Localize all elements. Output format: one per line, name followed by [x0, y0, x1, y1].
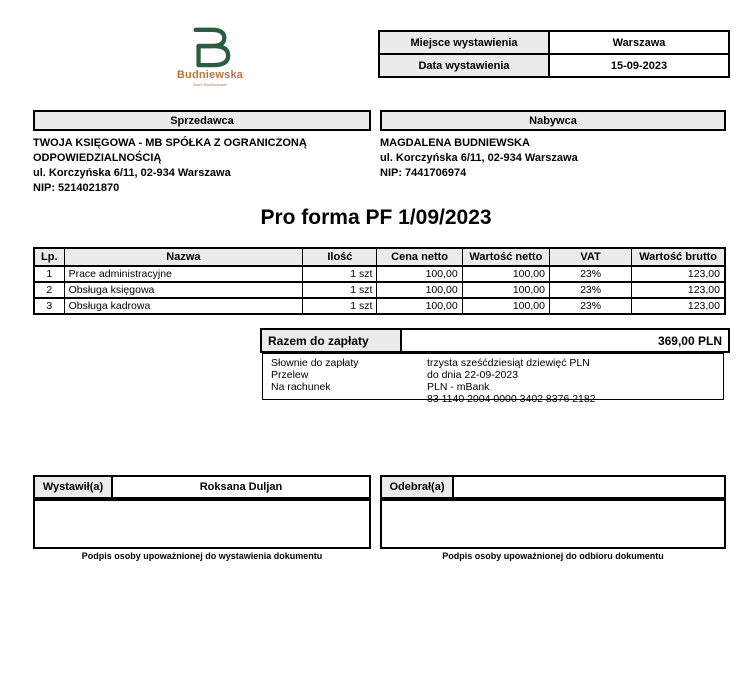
- received-by-signature-area: [380, 499, 726, 549]
- item-name: Obsługa księgowa: [64, 282, 303, 298]
- issue-date-value: 15-09-2023: [550, 55, 728, 76]
- table-row: [34, 266, 725, 282]
- table-row: [34, 298, 725, 314]
- issue-place-value: Warszawa: [550, 32, 728, 53]
- col-nazwa: Nazwa: [64, 248, 303, 266]
- received-by-label: Odebrał(a): [382, 477, 454, 497]
- issue-date-row: [380, 53, 728, 76]
- col-wartosc-brutto: Wartość brutto: [632, 248, 725, 266]
- received-by-header: [380, 475, 726, 499]
- account-label: Na rachunek: [271, 381, 331, 393]
- account-number-spacer: [263, 393, 427, 405]
- company-logo: [170, 26, 250, 87]
- total-due-row: [260, 328, 730, 353]
- item-net-price: 100,00: [377, 282, 462, 298]
- issued-by-signature-area: [33, 499, 371, 549]
- item-vat: 23%: [549, 282, 631, 298]
- item-qty: 1 szt: [303, 298, 377, 314]
- document-title: Pro forma PF 1/09/2023: [260, 206, 492, 229]
- buyer-details: [380, 136, 726, 181]
- col-vat: VAT: [549, 248, 631, 266]
- buyer-nip: NIP: 7441706974: [380, 167, 467, 179]
- item-vat: 23%: [549, 298, 631, 314]
- table-row: [34, 282, 725, 298]
- amount-in-words-value: trzysta sześćdziesiąt dziewięć PLN: [427, 357, 590, 369]
- buyer-header: Nabywca: [380, 110, 726, 131]
- brand-tagline: Biuro Rachunkowe: [193, 82, 227, 87]
- col-lp: Lp.: [34, 248, 64, 266]
- account-number: 83 1140 2004 0000 3402 8376 2182: [427, 393, 596, 405]
- item-lp: 3: [34, 298, 64, 314]
- item-name: Obsługa kadrowa: [64, 298, 303, 314]
- seller-name: TWOJA KSIĘGOWA - MB SPÓŁKA Z OGRANICZONĄ ODPOWIEDZIALNOŚCIĄ: [33, 137, 307, 164]
- item-gross-value: 123,00: [632, 298, 725, 314]
- account-bank: PLN - mBank: [427, 381, 490, 393]
- received-by-name: [454, 477, 724, 497]
- item-lp: 1: [34, 266, 64, 282]
- issued-by-name: Roksana Duljan: [113, 477, 369, 497]
- item-qty: 1 szt: [303, 266, 377, 282]
- buyer-address: ul. Korczyńska 6/11, 02-934 Warszawa: [380, 152, 578, 164]
- seller-nip: NIP: 5214021870: [33, 182, 120, 194]
- item-qty: 1 szt: [303, 282, 377, 298]
- items-table: [33, 247, 726, 315]
- issued-by-header: [33, 475, 371, 499]
- payment-details-box: [262, 353, 724, 405]
- total-due-value: 369,00 PLN: [402, 330, 728, 351]
- amount-in-words-label: Słownie do zapłaty: [271, 357, 359, 369]
- col-cena-netto: Cena netto: [377, 248, 462, 266]
- amount-in-words-row: [263, 357, 723, 369]
- item-gross-value: 123,00: [632, 282, 725, 298]
- item-net-price: 100,00: [377, 266, 462, 282]
- seller-address: ul. Korczyńska 6/11, 02-934 Warszawa: [33, 167, 231, 179]
- items-header-row: [34, 248, 725, 266]
- col-ilosc: Ilość: [303, 248, 377, 266]
- col-wartosc-netto: Wartość netto: [462, 248, 549, 266]
- seller-header: Sprzedawca: [33, 110, 371, 131]
- item-net-value: 100,00: [462, 282, 549, 298]
- transfer-row: [263, 369, 723, 381]
- item-net-value: 100,00: [462, 266, 549, 282]
- issue-place-row: [380, 32, 728, 53]
- transfer-label: Przelew: [271, 369, 309, 381]
- issued-by-caption: Podpis osoby upoważnionej do wystawienia dokumentu: [81, 551, 323, 561]
- issue-info-table: [378, 30, 730, 78]
- item-net-value: 100,00: [462, 298, 549, 314]
- total-due-label: Razem do zapłaty: [262, 330, 402, 351]
- seller-details: [33, 136, 373, 196]
- item-net-price: 100,00: [377, 298, 462, 314]
- account-row: [263, 381, 723, 393]
- issue-place-label: Miejsce wystawienia: [380, 32, 550, 53]
- account-number-row: [263, 393, 723, 405]
- item-lp: 2: [34, 282, 64, 298]
- issue-date-label: Data wystawienia: [380, 55, 550, 76]
- brand-name: Budniewska: [176, 69, 244, 81]
- transfer-value: do dnia 22-09-2023: [427, 369, 519, 381]
- item-gross-value: 123,00: [632, 266, 725, 282]
- item-name: Prace administracyjne: [64, 266, 303, 282]
- issued-by-label: Wystawił(a): [35, 477, 113, 497]
- brand-monogram-icon: [170, 26, 250, 68]
- buyer-name: MAGDALENA BUDNIEWSKA: [380, 137, 530, 149]
- item-vat: 23%: [549, 266, 631, 282]
- received-by-caption: Podpis osoby upoważnionej do odbioru dokumentu: [442, 551, 664, 561]
